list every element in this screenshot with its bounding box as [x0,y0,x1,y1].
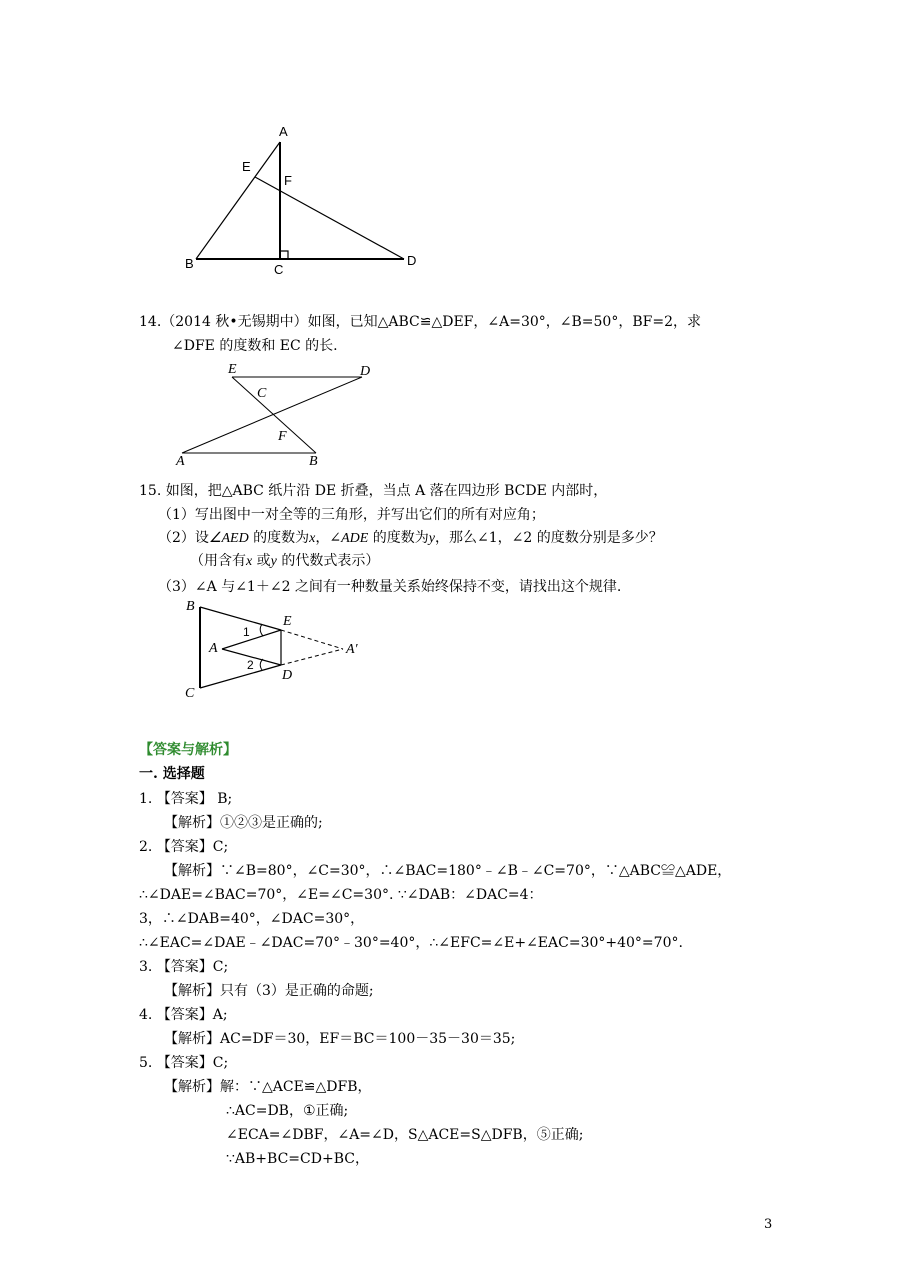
fig13-label-a: A [279,124,288,139]
fig14-label-f: F [278,429,287,444]
q15-sub2-line2-b: 或 [252,553,271,569]
answer-line: ∵AB+BC=CD+BC， [226,1151,369,1167]
q15-sub2-line2-x: x [246,554,253,569]
q15-sub1: （1）写出图中一对全等的三角形，并写出它们的所有对应角； [158,507,545,523]
fig15-label-d: D [282,668,293,683]
fig15-label-c: C [185,686,195,701]
fig15-label-angle-2: 2 [247,658,254,672]
answer-line: 3. 【答案】C; [139,959,229,975]
fig14-label-d: D [360,364,371,379]
q15-sub2-line2-y: y [270,554,277,569]
answer-line: 【解析】只有（3）是正确的命题; [164,983,374,999]
answer-line: 4. 【答案】A; [139,1007,228,1023]
fig15-label-a: A [209,641,218,656]
q15-sub2-line2-a: （用含有 [190,553,246,569]
fig15-label-e: E [283,614,292,629]
answer-line: 【解析】①②③是正确的; [164,815,323,831]
answer-line: 【解析】∵∠B=80°，∠C=30°，∴∠BAC=180°﹣∠B﹣∠C=70°，∵△ABC≌△ADE， [164,863,732,879]
fig13-label-b: B [185,256,194,271]
q15-sub2-ade: ADE [341,531,369,546]
answer-line: 5. 【答案】C; [139,1055,229,1071]
answer-line: 3，∴∠DAB=40°，∠DAC=30°， [139,911,365,927]
q15-sub2-aed: ∠AED [208,531,249,546]
answer-line: 2. 【答案】C; [139,839,229,855]
fig13-label-f: F [284,173,292,188]
q15-sub2-d: 的度数为 [368,530,429,546]
q15-sub2-a: （2）设 [158,530,209,546]
q15-sub2-b: 的度数为 [248,530,310,546]
answer-line: ∴AC=DB，①正确; [226,1103,349,1119]
fig13-label-e: E [242,159,251,174]
answer-line: 【解析】AC=DF＝30，EF＝BC＝100－35－30＝35; [164,1031,516,1047]
q15-sub2-e: ，那么∠1，∠2 的度数分别是多少？ [434,530,663,546]
fig14-label-a: A [176,454,185,469]
q15-sub2-x: x [309,531,316,546]
q15-sub3: （3）∠A 与∠1＋∠2 之间有一种数量关系始终保持不变，请找出这个规律. [158,579,622,595]
fig15-label-b: B [186,599,195,614]
q15-sub2-line2-c: 的代数式表示） [276,553,380,569]
answers-section-title: 一. 选择题 [139,766,205,782]
fig15-label-angle-1: 1 [243,625,250,639]
fig15-label-a-prime: A′ [346,642,358,657]
answer-line: ∠ECA=∠DBF，∠A=∠D，S△ACE=S△DFB，⑤正确; [226,1127,584,1143]
fig13-label-d: D [407,253,417,268]
q14-line2: ∠DFE 的度数和 EC 的长. [172,338,338,354]
fig14-label-e: E [228,362,237,377]
q15-line1: 15. 如图，把△ABC 纸片沿 DE 折叠，当点 A 落在四边形 BCDE 内部时， [139,483,608,499]
fig13-label-c: C [274,262,284,277]
answer-line: ∴∠EAC=∠DAE﹣∠DAC=70°﹣30°=40°，∴∠EFC=∠E+∠EAC=30°+40°=70°. [139,935,683,951]
answer-line: 1. 【答案】 B; [139,791,233,807]
answers-header: 【答案与解析】 [139,742,237,758]
q14-line1: 14.（2014 秋•无锡期中）如图，已知△ABC≌△DEF，∠A=30°，∠B=50°，BF=2，求 [139,314,701,330]
fig14-label-c: C [257,386,267,401]
page-number: 3 [764,1217,773,1232]
q15-sub2-c: ，∠ [315,530,342,546]
fig14-label-b: B [309,454,318,469]
answer-line: ∴∠DAE=∠BAC=70°，∠E=∠C=30°. ∵∠DAB：∠DAC=4： [139,887,543,903]
q15-sub2-y: y [428,531,435,546]
answer-line: 【解析】解：∵△ACE≌△DFB， [164,1079,372,1095]
